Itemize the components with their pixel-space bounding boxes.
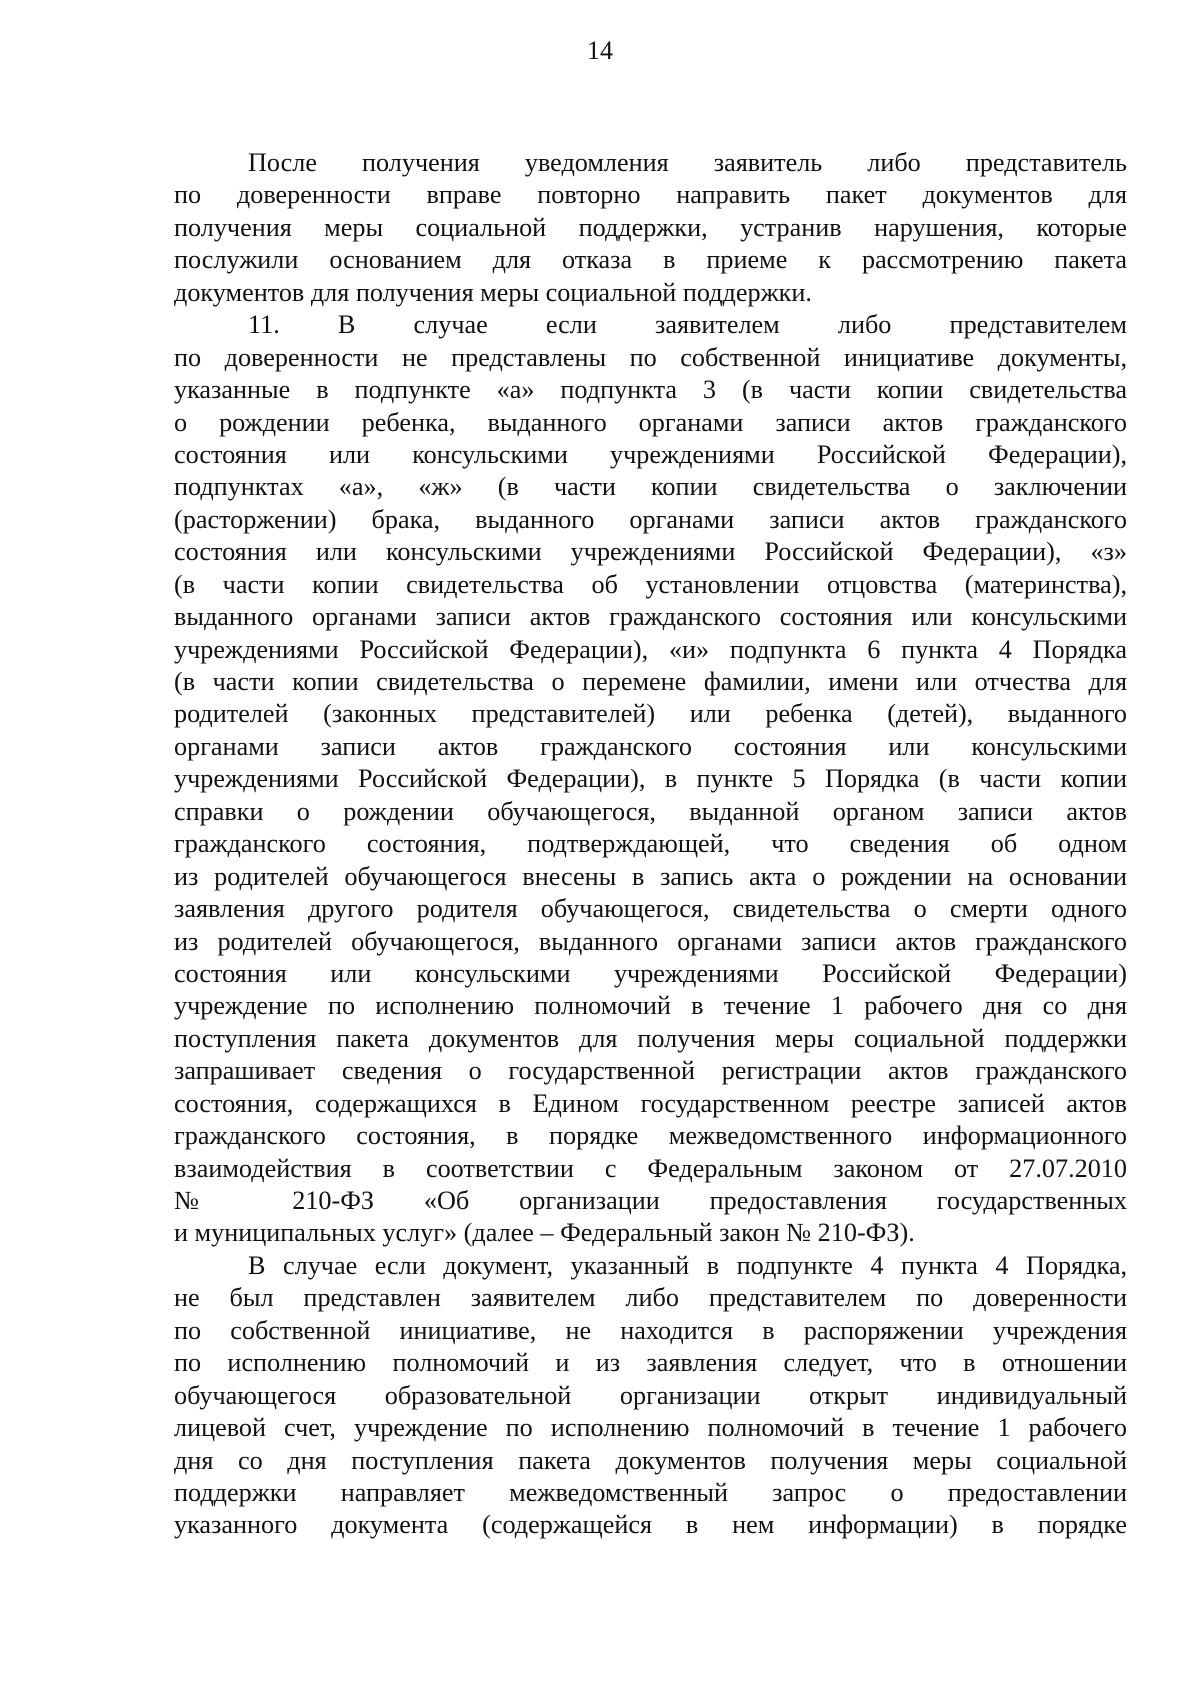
text-line: поступления пакета документов для получения меры социальной поддержки xyxy=(174,1023,1127,1053)
text-line: из родителей обучающегося внесены в запись акта о рождении на основании xyxy=(174,861,1127,891)
text-line: состояния, содержащихся в Едином государственном реестре записей актов xyxy=(174,1088,1127,1118)
paragraph-individual-account xyxy=(174,1250,1127,1542)
text-line: заявления другого родителя обучающегося, свидетельства о смерти одного xyxy=(174,894,1127,924)
text-line: обучающегося образовательной организации открыт индивидуальный xyxy=(174,1380,1127,1410)
text-line: дня со дня поступления пакета документов получения меры социальной xyxy=(174,1445,1127,1475)
text-line: (в части копии свидетельства об установлении отцовства (материнства), xyxy=(174,569,1127,599)
text-line: документов для получения меры социальной поддержки. xyxy=(174,277,812,307)
text-line: по исполнению полномочий и из заявления следует, что в отношении xyxy=(174,1348,1127,1378)
text-line: указанные в подпункте «а» подпункта 3 (в части копии свидетельства xyxy=(174,375,1127,405)
text-line: № 210-ФЗ «Об организации предоставления государственных xyxy=(174,1186,1127,1215)
text-line: по собственной инициативе, не находится в распоряжении учреждения xyxy=(174,1315,1127,1345)
text-line: состояния или консульскими учреждениями Российской Федерации), xyxy=(174,439,1127,469)
text-line: После получения уведомления заявитель либо представитель xyxy=(248,148,1127,177)
paragraph-notice-resubmission xyxy=(174,147,1127,309)
page-number: 14 xyxy=(587,36,613,65)
text-line: гражданского состояния, подтверждающей, что сведения об одном xyxy=(174,829,1127,859)
text-line: запрашивает сведения о государственной регистрации актов гражданского xyxy=(174,1056,1127,1086)
text-line: (в части копии свидетельства о перемене фамилии, имени или отчества для xyxy=(174,667,1127,696)
text-line: состояния или консульскими учреждениями Российской Федерации) xyxy=(174,958,1127,988)
text-line: по доверенности не представлены по собственной инициативе документы, xyxy=(174,342,1127,372)
text-line: взаимодействия в соответствии с Федеральным законом от 27.07.2010 xyxy=(174,1153,1127,1183)
text-line: из родителей обучающегося, выданного органами записи актов гражданского xyxy=(174,926,1127,956)
text-line: справки о рождении обучающегося, выданной органом записи актов xyxy=(174,796,1127,826)
text-line: указанного документа (содержащейся в нем информации) в порядке xyxy=(174,1510,1127,1540)
text-line: по доверенности вправе повторно направить пакет документов для xyxy=(174,180,1127,210)
text-line: состояния или консульскими учреждениями Российской Федерации), «з» xyxy=(174,537,1127,567)
text-line: подпунктах «а», «ж» (в части копии свидетельства о заключении xyxy=(174,472,1127,502)
text-line: учреждение по исполнению полномочий в течение 1 рабочего дня со дня xyxy=(174,991,1127,1021)
paragraph-clause-11 xyxy=(174,309,1127,1250)
text-line: учреждениями Российской Федерации), в пункте 5 Порядка (в части копии xyxy=(174,764,1127,794)
text-line: гражданского состояния, в порядке межведомственного информационного xyxy=(174,1121,1127,1151)
text-line: 11. В случае если заявителем либо представителем xyxy=(248,310,1127,340)
text-line: (расторжении) брака, выданного органами записи актов гражданского xyxy=(174,504,1127,534)
text-line: получения меры социальной поддержки, устранив нарушения, которые xyxy=(174,212,1127,242)
text-line: лицевой счет, учреждение по исполнению полномочий в течение 1 рабочего xyxy=(174,1413,1127,1443)
text-line: послужили основанием для отказа в приеме к рассмотрению пакета xyxy=(174,245,1127,275)
text-line: и муниципальных услуг» (далее – Федеральный закон № 210-ФЗ). xyxy=(174,1218,915,1248)
text-line: выданного органами записи актов гражданского состояния или консульскими xyxy=(174,602,1127,632)
text-line: о рождении ребенка, выданного органами записи актов гражданского xyxy=(174,407,1127,437)
text-line: органами записи актов гражданского состояния или консульскими xyxy=(174,731,1127,761)
text-line: поддержки направляет межведомственный запрос о предоставлении xyxy=(174,1477,1127,1507)
text-line: родителей (законных представителей) или ребенка (детей), выданного xyxy=(174,699,1127,729)
document-body xyxy=(174,147,1127,1542)
text-line: учреждениями Российской Федерации), «и» подпункта 6 пункта 4 Порядка xyxy=(174,634,1127,664)
text-line: не был представлен заявителем либо представителем по доверенности xyxy=(174,1283,1127,1313)
text-line: В случае если документ, указанный в подпункте 4 пункта 4 Порядка, xyxy=(248,1250,1127,1280)
